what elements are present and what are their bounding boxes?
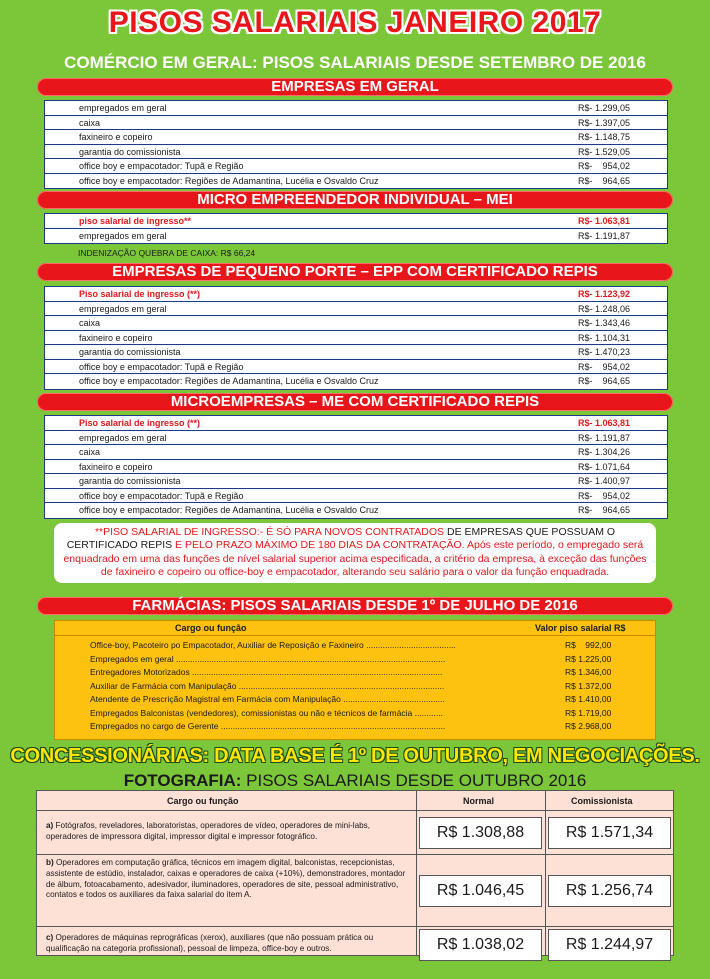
photo-col-commission: Comissionista [571,796,633,806]
salary-row [45,345,667,360]
salary-label: garantia do comissionista [79,347,181,357]
title-part1: PISOS SALARIAIS [108,6,378,39]
photography-headline [0,771,710,791]
salary-label: office boy e empacotador: Regiões de Adamantina, Lucélia e Osvaldo Cruz [79,505,379,515]
salary-row [45,287,667,302]
pharmacy-label: Empregados Balconistas (vendedores), comissionistas ou não e técnicos de farmácia ............ [90,707,443,718]
salary-row [45,416,667,431]
pharmacy-rows [55,636,655,734]
salary-value: R$- 1.400,97 [578,476,631,486]
item-letter: a) [46,821,54,830]
photography-row [37,927,673,955]
section-heading-me: MICROEMPRESAS – ME COM CERTIFICADO REPIS [37,393,673,411]
pharmacy-row [55,680,655,694]
pharmacy-row [55,666,655,680]
salary-row [45,130,667,145]
photography-rest: PISOS SALARIAIS DESDE OUTUBRO 2016 [241,771,587,790]
title-part2: JANEIRO 2017 [386,6,602,39]
salary-value: R$- 1.123,92 [578,289,631,299]
salary-value: R$- 1.063,81 [578,216,631,226]
salary-label: Piso salarial de ingresso (**) [79,418,201,428]
item-text: Operadores em computação gráfica, técnicos em imagem digital, balconistas, recepcionistas, assistente de estúdio, instalador, caixas e operadores de caixa (+10%), demonstradores, montador de álbum, fotoacabamento, adesivador, iluminadores, operadores de site, pessoal administrativo, contatos e todos os auxiliares da faixa salarial do item A. [46,858,406,900]
salary-row [45,360,667,375]
salary-row [45,229,667,244]
salary-row [45,474,667,489]
pharmacy-label: Auxiliar de Farmácia com Manipulação ....................................................................................... [90,680,445,691]
photography-table-header [37,791,673,811]
salary-label: Piso salarial de ingresso (**) [79,289,201,299]
salary-table-mei [44,213,668,244]
salary-label: office boy e empacotador: Regiões de Adamantina, Lucélia e Osvaldo Cruz [79,376,379,386]
section-heading-pharmacy: FARMÁCIAS: PISOS SALARIAIS DESDE 1º DE JULHO DE 2016 [37,597,673,615]
salary-label: faxineiro e copeiro [79,332,153,343]
section-heading-mei: MICRO EMPREENDEDOR INDIVIDUAL – MEI [37,191,673,209]
salary-row [45,489,667,504]
salary-label: empregados em geral [79,103,167,113]
notice-red-2: E PELO PRAZO MÁXIMO DE 180 DIAS DA CONTRATAÇÃO. Após este período, o empregado será enquadrado em uma das funções de nível salarial superior acima especificada, a critério da empresa, à exceção das funções de faxineiro e copeiro ou office-boy e empacotador, alterando seu salário para o valor da função enquadrada. [63,539,647,578]
salary-row [45,460,667,475]
salary-label: office boy e empacotador: Tupã e Região [79,490,244,501]
salary-value: R$- 1.343,46 [578,318,631,328]
salary-row [45,214,667,229]
photography-rows [37,811,673,955]
pharmacy-label: Atendente de Prescrição Magistral em Farmácia com Manipulação ........................................... [90,694,445,704]
pharmacy-row [55,653,655,667]
salary-row [45,374,667,389]
cash-break-note: INDENIZAÇÃO QUEBRA DE CAIXA: R$ 66,24 [78,248,256,258]
pharmacy-label: Empregados no cargo de Gerente ............................................................................................... [90,721,446,731]
salary-table-me [44,415,668,519]
entry-salary-notice [54,523,656,583]
pharmacy-value: R$ 1.346,00 [565,667,612,677]
section-heading-empresas: EMPRESAS EM GERAL [37,78,673,96]
photography-desc [46,933,406,955]
photography-desc [46,821,406,843]
salary-value: R$- 954,02 [578,361,631,372]
salary-label: garantia do comissionista [79,476,181,486]
pharmacy-label: Office-boy, Pacoteiro po Empacotador, Auxiliar de Reposição e Faxineiro ...................................... [90,640,456,650]
salary-value: R$- 1.191,87 [578,432,631,443]
item-letter: b) [46,858,54,867]
salary-value: R$- 1.529,05 [578,146,631,157]
pharmacy-row [55,707,655,721]
salary-value: R$- 1.071,64 [578,461,631,472]
salary-value: R$- 1.191,87 [578,230,631,241]
photo-col-function: Cargo ou função [167,796,239,806]
salary-value: R$- 1.063,81 [578,418,631,428]
pharmacy-label: Entregadores Motorizados .......................................................................................................... [90,667,443,677]
salary-value: R$- 1.104,31 [578,332,631,343]
salary-label: empregados em geral [79,230,167,241]
pharmacy-row [55,639,655,653]
salary-label: empregados em geral [79,303,167,314]
salary-label: caixa [79,117,101,128]
salary-label: caixa [79,318,101,328]
pharmacy-value: R$ 1.225,00 [565,653,612,664]
salary-label: empregados em geral [79,432,167,443]
salary-label: faxineiro e copeiro [79,461,153,472]
item-text: Operadores de máquinas reprográficas (xerox), auxiliares (que não possuam prática ou qualificação na categoria profissional), pessoal de limpeza, office-boy e outros. [46,933,374,953]
page-title [0,6,710,40]
salary-table-epp [44,286,668,390]
salary-value: R$- 954,02 [578,161,631,171]
pharmacy-row [55,720,655,734]
salary-value: R$- 1.470,23 [578,347,631,357]
salary-label: office boy e empacotador: Tupã e Região [79,361,244,372]
salary-value: R$- 1.248,06 [578,303,631,314]
normal-value: R$ 1.308,88 [419,817,542,849]
item-letter: c) [46,933,54,942]
page-subtitle: COMÉRCIO EM GERAL: PISOS SALARIAIS DESDE SETEMBRO DE 2016 [64,53,646,72]
pharmacy-value: R$ 1.719,00 [565,707,612,718]
section-heading-epp: EMPRESAS DE PEQUENO PORTE – EPP COM CERTIFICADO REPIS [37,263,673,281]
normal-value: R$ 1.038,02 [419,929,542,961]
salary-row [45,331,667,346]
normal-value: R$ 1.046,45 [419,875,542,907]
pharmacy-value: R$ 1.372,00 [565,680,612,691]
item-text: Fotógrafos, reveladores, laboratoristas, operadores de vídeo, operadores de mini-labs, operadores de impressora digital, impressor digital e impressor fotográfico. [46,821,371,841]
photography-desc [46,858,406,901]
pharmacy-table-header [55,621,655,636]
pharmacy-table [54,620,656,740]
photography-bold: FOTOGRAFIA: [123,771,242,790]
salary-value: R$- 964,65 [578,376,631,386]
pharmacy-row [55,693,655,707]
salary-row [45,445,667,460]
salary-row [45,116,667,131]
salary-row [45,431,667,446]
pharmacy-col-function: Cargo ou função [175,623,247,633]
photography-row [37,811,673,855]
salary-value: R$- 964,65 [578,175,631,186]
salary-table-empresas [44,100,668,189]
salary-row [45,174,667,189]
salary-value: R$- 964,65 [578,505,631,515]
salary-row [45,145,667,160]
salary-label: garantia do comissionista [79,146,181,157]
pharmacy-label: Empregados em geral .................................................................................................................. [90,653,446,664]
notice-black-1: DE EMPRESAS QUE POSSUAM O CERTIFICADO REPIS [66,526,616,552]
notice-red-1: **PISO SALARIAL DE INGRESSO:- É SÓ PARA NOVOS CONTRATADOS [94,526,445,538]
commission-value: R$ 1.256,74 [548,875,671,907]
photography-row [37,855,673,927]
photo-col-normal: Normal [463,796,495,806]
salary-value: R$- 1.299,05 [578,103,631,113]
commission-value: R$ 1.244,97 [548,929,671,961]
salary-row [45,503,667,518]
pharmacy-value: R$ 2.968,00 [565,721,612,731]
salary-value: R$- 1.397,05 [578,117,631,128]
salary-row [45,159,667,174]
salary-label: caixa [79,447,101,457]
pharmacy-value: R$ 1.410,00 [565,694,612,704]
salary-row [45,302,667,317]
salary-label: office boy e empacotador: Tupã e Região [79,161,244,171]
commission-value: R$ 1.571,34 [548,817,671,849]
salary-label: faxineiro e copeiro [79,132,153,142]
dealers-headline: CONCESSIONÁRIAS: DATA BASE É 1º DE OUTUBRO, EM NEGOCIAÇÕES. [10,745,700,767]
pharmacy-value: R$ 992,00 [565,640,612,650]
photography-table [36,790,674,956]
salary-value: R$- 1.304,26 [578,447,631,457]
salary-label: office boy e empacotador: Regiões de Adamantina, Lucélia e Osvaldo Cruz [79,175,379,186]
pharmacy-col-value: Valor piso salarial R$ [535,623,626,633]
salary-row [45,316,667,331]
salary-row [45,101,667,116]
salary-value: R$- 954,02 [578,490,631,501]
salary-label: piso salarial de ingresso** [79,216,192,226]
salary-value: R$- 1.148,75 [578,132,631,142]
